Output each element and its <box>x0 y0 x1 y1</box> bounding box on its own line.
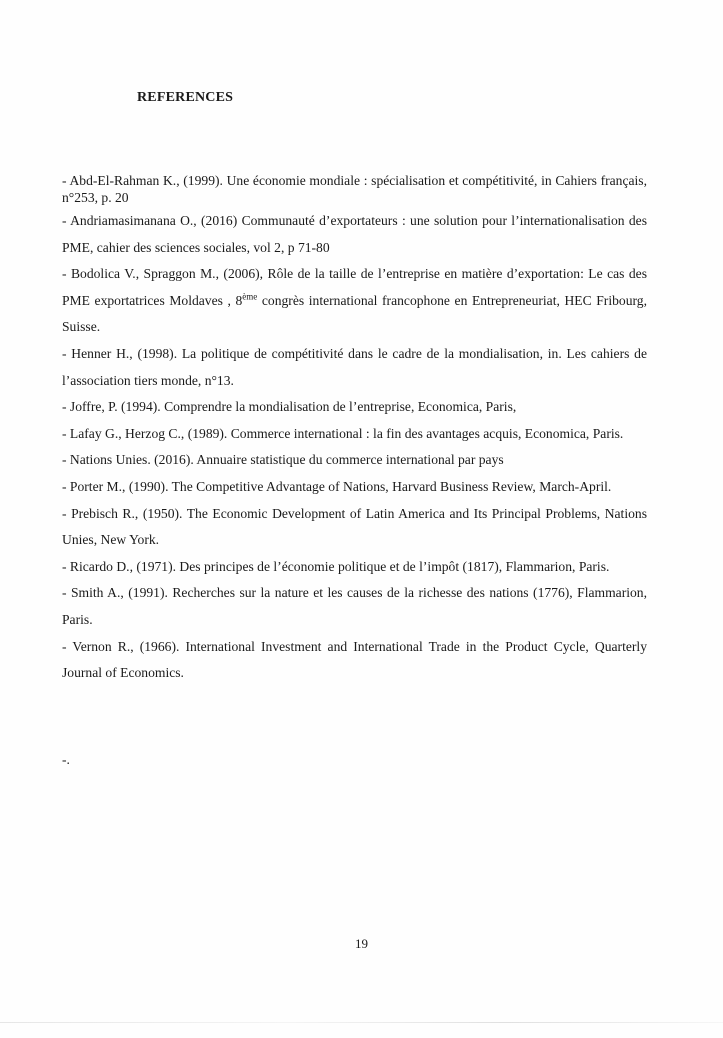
reference-item: - Prebisch R., (1950). The Economic Development of Latin America and Its Principal Problems, Nations Unies, New York. <box>62 505 647 548</box>
reference-item: - Ricardo D., (1971). Des principes de l’économie politique et de l’impôt (1817), Flammarion, Paris. <box>62 558 610 574</box>
references-heading: REFERENCES <box>137 90 234 105</box>
reference-item: - Henner H., (1998). La politique de compétitivité dans le cadre de la mondialisation, in. Les cahiers de l’association tiers monde, n°13. <box>62 345 647 388</box>
reference-text-continued: congrès international francophone en Entrepreneuriat, HEC Fribourg, Suisse. <box>62 292 647 335</box>
reference-item <box>62 261 647 341</box>
reference-item: - Abd-El-Rahman K., (1999). Une économie mondiale : spécialisation et compétitivité, in Cahiers français, n°253, p. 20 <box>62 173 647 205</box>
reference-item: - Lafay G., Herzog C., (1989). Commerce international : la fin des avantages acquis, Economica, Paris. <box>62 425 624 441</box>
reference-item: - Nations Unies. (2016). Annuaire statistique du commerce international par pays <box>62 452 504 468</box>
reference-item: - Smith A., (1991). Recherches sur la nature et les causes de la richesse des nations (1776), Flammarion, Paris. <box>62 585 647 627</box>
page-number: 19 <box>355 936 368 951</box>
reference-item: - Porter M., (1990). The Competitive Advantage of Nations, Harvard Business Review, March-April. <box>62 478 612 494</box>
reference-item: - Joffre, P. (1994). Comprendre la mondialisation de l’entreprise, Economica, Paris, <box>62 399 517 415</box>
reference-text: - Bodolica V., Spraggon M., (2006), Rôle de la taille de l’entreprise en matière d’exportation: Le cas des PME exportatrices Moldaves , 8 <box>62 266 647 308</box>
trailing-mark: -. <box>62 752 70 767</box>
reference-list <box>62 172 647 687</box>
reference-item: - Andriamasimanana O., (2016) Communauté d’exportateurs : une solution pour l’internationalisation des PME, cahier des sciences sociales, vol 2, p 71-80 <box>62 213 647 255</box>
ordinal-superscript: ème <box>242 291 258 302</box>
scan-edge-divider <box>0 1022 723 1023</box>
reference-item: - Vernon R., (1966). International Investment and International Trade in the Product Cycle, Quarterly Journal of Economics. <box>62 638 647 681</box>
